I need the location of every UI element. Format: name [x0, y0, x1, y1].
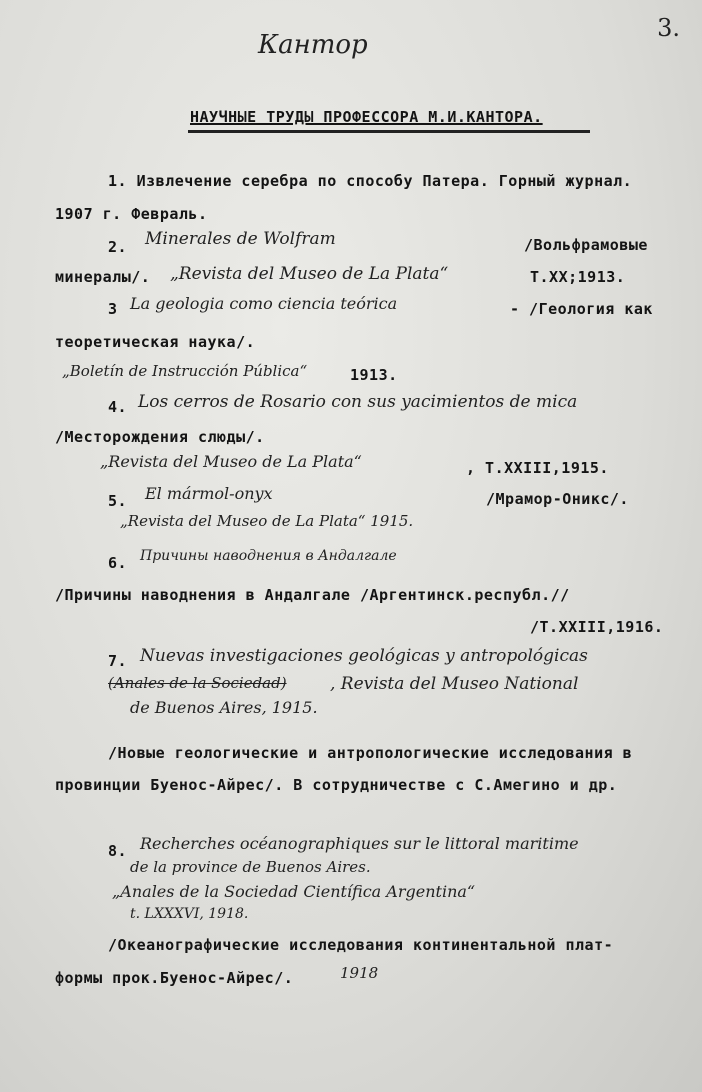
entry-2-russian-1: /Вольфрамовые [524, 236, 648, 254]
entry-8-title-handwritten: Recherches océanographiques sur le littoral maritime [140, 834, 579, 853]
entry-3-number: 3 [108, 300, 118, 318]
entry-7-place-handwritten: de Buenos Aires, 1915. [130, 698, 318, 717]
entry-3-journal-handwritten: „Boletín de Instrucción Pública“ [62, 362, 308, 380]
entry-8-journal-handwritten: „Anales de la Sociedad Científica Argentina“ [112, 882, 476, 901]
title-rule [188, 130, 590, 133]
entry-2-volume: Т.XX;1913. [530, 268, 626, 286]
entry-8-year-handwritten: 1918 [340, 964, 379, 982]
entry-7-russian-1: /Новые геологические и антропологические исследования в [108, 744, 633, 762]
entry-5-russian: /Мрамор-Оникс/. [486, 490, 629, 508]
page-title: НАУЧНЫЕ ТРУДЫ ПРОФЕССОРА М.И.КАНТОРА. [190, 108, 543, 126]
entry-2-russian-2: минералы/. [55, 268, 151, 286]
entry-3-year: 1913. [350, 366, 398, 384]
entry-6-volume: /Т.XXIII,1916. [530, 618, 664, 636]
entry-3-title-handwritten: La geologia como ciencia teórica [130, 294, 398, 313]
entry-4-number: 4. [108, 398, 128, 416]
entry-6-russian: /Причины наводнения в Андалгале /Аргентинск.республ.// [55, 586, 570, 604]
entry-5-number: 5. [108, 492, 128, 510]
entry-2-journal-handwritten: „Revista del Museo de La Plata“ [170, 264, 449, 284]
entry-1-line-1: 1. Извлечение серебра по способу Патера. Горный журнал. [108, 172, 633, 190]
page-number: 3. [657, 14, 680, 42]
entry-8-number: 8. [108, 842, 128, 860]
entry-5-journal-handwritten: „Revista del Museo de La Plata“ 1915. [120, 512, 414, 530]
entry-7-title-handwritten: Nuevas investigaciones geológicas y antropológicas [140, 646, 588, 666]
entry-6-number: 6. [108, 554, 128, 572]
entry-7-struck-text: (Anales de la Sociedad) [108, 674, 287, 692]
entry-3-russian-2: теоретическая наука/. [55, 333, 256, 351]
entry-3-russian-1: - /Геология как [510, 300, 653, 318]
entry-7-number: 7. [108, 652, 128, 670]
entry-8-russian-2: формы прок.Буенос-Айрес/. [55, 969, 294, 987]
entry-2-title-handwritten: Minerales de Wolfram [145, 229, 336, 249]
entry-8-russian-1: /Океанографические исследования континентальной плат- [108, 936, 614, 954]
entry-4-volume: , Т.XXIII,1915. [466, 459, 609, 477]
entry-8-volume-handwritten: t. LXXXVI, 1918. [130, 906, 249, 922]
entry-4-russian: /Месторождения слюды/. [55, 428, 265, 446]
author-note: Кантор [258, 30, 368, 60]
entry-6-title-handwritten: Причины наводнения в Андалгале [140, 548, 397, 564]
entry-7-journal-handwritten: , Revista del Museo National [330, 674, 579, 694]
entry-4-journal-handwritten: „Revista del Museo de La Plata“ [100, 452, 362, 471]
entry-5-title-handwritten: El mármol-onyx [145, 484, 273, 503]
entry-8-title-handwritten-2: de la province de Buenos Aires. [130, 858, 371, 876]
entry-1-line-2: 1907 г. Февраль. [55, 205, 208, 223]
entry-7-russian-2: провинции Буенос-Айрес/. В сотрудничестве с С.Амегино и др. [55, 776, 618, 794]
entry-4-title-handwritten: Los cerros de Rosario con sus yacimientos de mica [138, 392, 578, 412]
entry-2-number: 2. [108, 238, 128, 256]
